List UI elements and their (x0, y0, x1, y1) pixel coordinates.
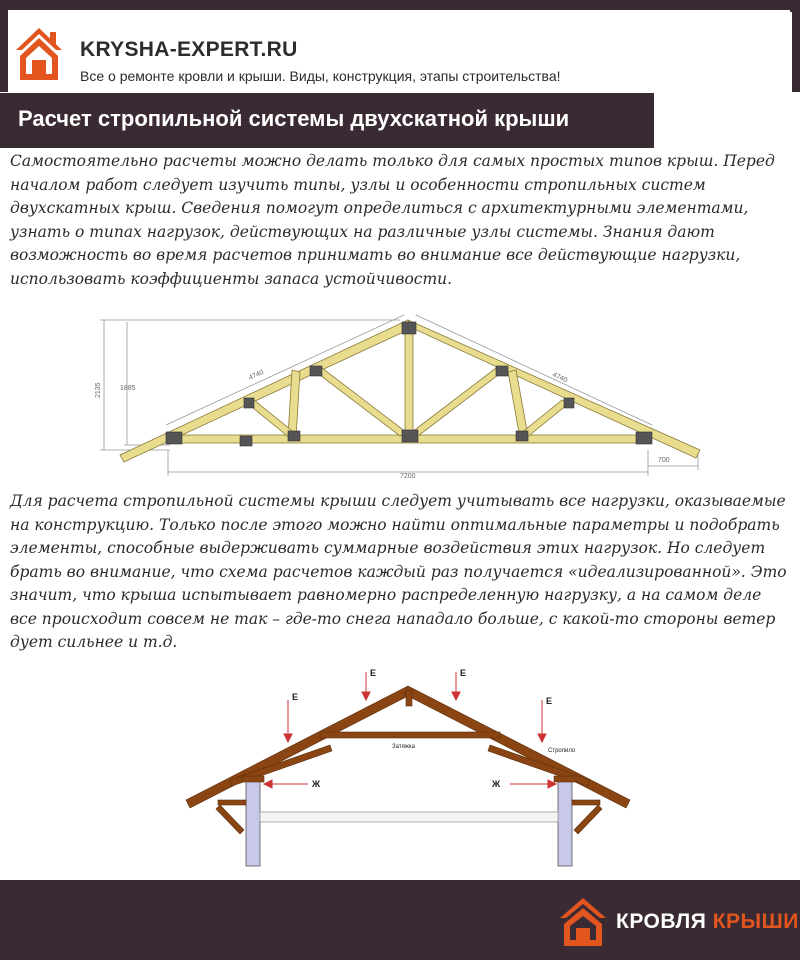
load-label-left: Е (292, 692, 299, 702)
wind-label-left: Ж (312, 779, 321, 789)
truss-diagram (95, 300, 712, 480)
wind-arrows (264, 780, 556, 788)
footer-brand-part1: КРОВЛЯ (616, 910, 707, 933)
dim-total-height: 2135 (95, 382, 102, 398)
dim-span: 7200 (400, 473, 416, 480)
dim-overhang: 700 (658, 457, 670, 464)
house-logo-icon[interactable] (558, 896, 608, 948)
dim-rafter-right: 4740 (551, 371, 569, 385)
load-label-mid-right: Е (460, 668, 467, 678)
footer-brand-part2: КРЫШИ (712, 910, 799, 933)
footer-brand[interactable] (616, 910, 799, 934)
rafter-label: Стропило (548, 748, 576, 754)
left-wall (246, 780, 260, 866)
roof-loads-diagram (180, 660, 640, 870)
title-bar (0, 93, 654, 148)
frame-right (792, 0, 800, 92)
load-label-right: Е (546, 696, 553, 706)
ceiling-beam (260, 812, 558, 822)
roof-brackets (216, 776, 602, 834)
site-header (8, 10, 790, 90)
frame-left (0, 0, 8, 92)
house-logo-icon[interactable] (14, 26, 64, 82)
dim-rafter-left: 4740 (247, 368, 265, 382)
dimension-lines (100, 315, 698, 476)
right-wall (558, 780, 572, 866)
site-name[interactable]: KRYSHA-EXPERT.RU (80, 38, 298, 61)
page-title: Расчет стропильной системы двухскатной крыши (18, 106, 570, 131)
dim-height: 1885 (120, 385, 136, 392)
paragraph-loads: Для расчета стропильной системы крыши следует учитывать все нагрузки, оказываемые на конструкцию. Только после этого можно найти оптимальные параметры и подобрать элементы, способные выдерживать суммарные воздействия этих нагрузок. Но следует брать во внимание, что схема расчетов каждый раз получается «идеализированной». Это значит, что крыша испытывает равномерно распределенную нагрузку, а на самом деле все происходит совсем не так – где-то снега нападало больше, с какой-то стороны ветер дует сильнее и т.д. (10, 492, 787, 651)
site-footer (0, 880, 800, 960)
paragraph-intro: Самостоятельно расчеты можно делать только для самых простых типов крыш. Перед началом работ следует изучить типы, узлы и особенности стропильных систем двухскатных крыш. Сведения помогут определиться с архитектурными элементами, узнать о типах нагрузок, действующих на различные узлы системы. Знания дают возможность во время расчетов принимать во внимание все действующие нагрузки, использовать коэффициенты запаса устойчивости. (10, 152, 775, 288)
collar-label: Затяжка (392, 744, 415, 750)
wind-label-right: Ж (492, 779, 501, 789)
load-label-mid-left: Е (370, 668, 377, 678)
site-tagline: Все о ремонте кровли и крыши. Виды, конструкция, этапы строительства! (80, 68, 561, 84)
